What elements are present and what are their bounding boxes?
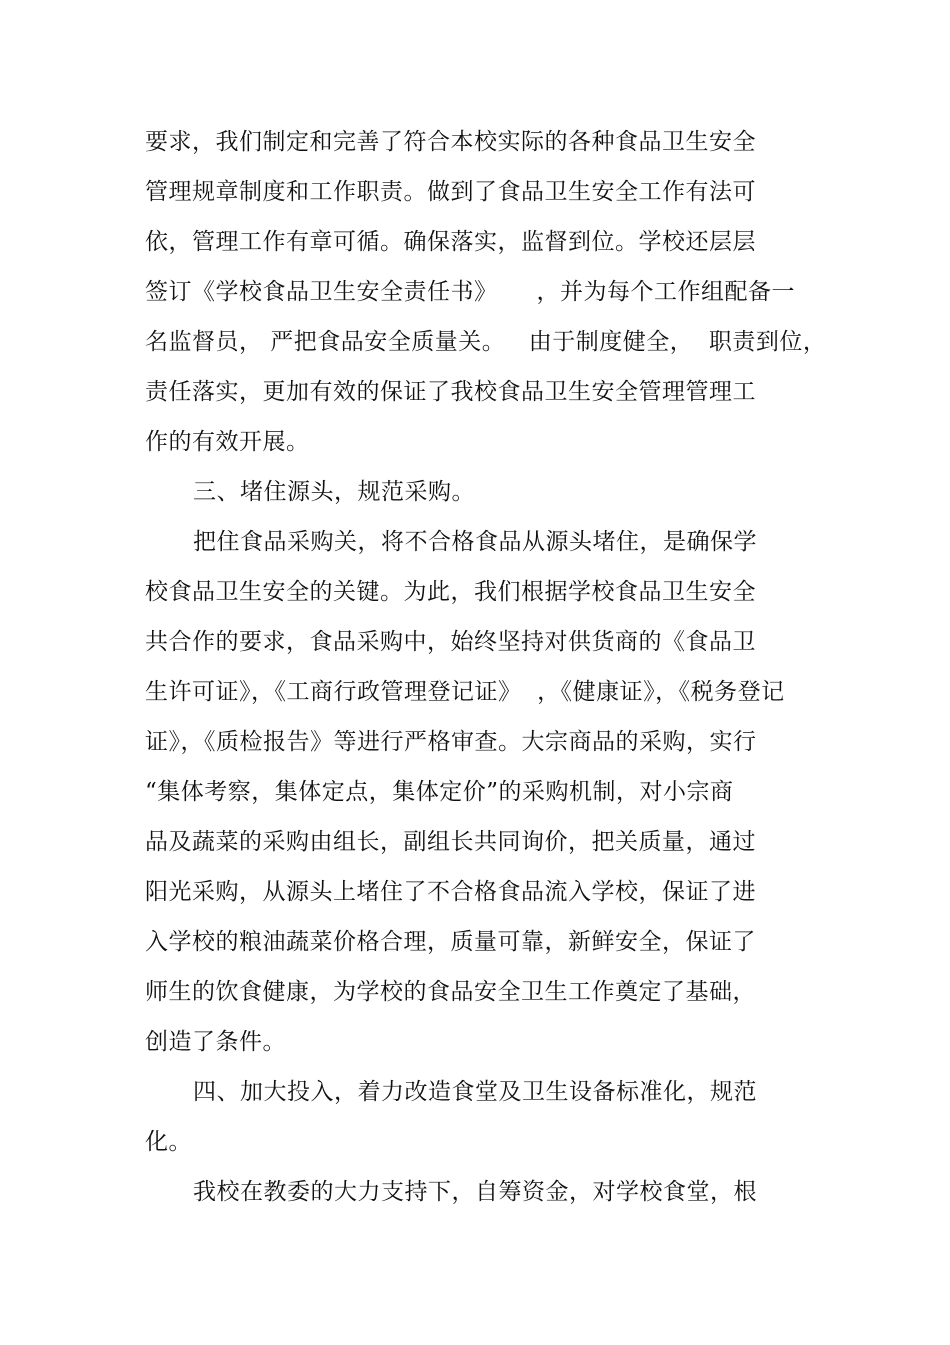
body-text-line: 师生的饮食健康，为学校的食品安全卫生工作奠定了基础， bbox=[145, 979, 756, 1005]
body-text-line: 签订《学校食品卫生安全责任书》 ，并为每个工作组配备一 bbox=[145, 279, 796, 305]
body-text-line: 要求，我们制定和完善了符合本校实际的各种食品卫生安全 bbox=[145, 129, 756, 155]
body-text-line: 品及蔬菜的采购由组长，副组长共同询价，把关质量，通过 bbox=[145, 829, 756, 855]
body-text-line: “集体考察，集体定点，集体定价”的采购机制，对小宗商 bbox=[145, 779, 734, 805]
body-text-line: 作的有效开展。 bbox=[145, 429, 310, 455]
body-text-line: 生许可证》，《工商行政管理登记证》 ，《健康证》，《税务登记 bbox=[145, 679, 785, 705]
body-text-line: 责任落实，更加有效的保证了我校食品卫生安全管理管理工 bbox=[145, 379, 756, 405]
body-text-line: 名监督员， 严把食品安全质量关。 由于制度健全， 职责到位， bbox=[145, 329, 827, 355]
paragraph-start-line: 我校在教委的大力支持下，自筹资金，对学校食堂，根 bbox=[193, 1179, 757, 1205]
body-text-line: 创造了条件。 bbox=[145, 1029, 286, 1055]
body-text-line: 共合作的要求，食品采购中，始终坚持对供货商的《食品卫 bbox=[145, 629, 756, 655]
section-heading: 四、加大投入，着力改造食堂及卫生设备标准化，规范 bbox=[193, 1079, 757, 1105]
body-text-line: 依，管理工作有章可循。确保落实，监督到位。学校还层层 bbox=[145, 229, 756, 255]
section-heading-continuation: 化。 bbox=[145, 1129, 192, 1155]
body-text-line: 证》，《质检报告》等进行严格审查。大宗商品的采购，实行 bbox=[145, 729, 757, 755]
section-heading: 三、堵住源头，规范采购。 bbox=[193, 479, 475, 505]
body-text-line: 入学校的粮油蔬菜价格合理，质量可靠，新鲜安全，保证了 bbox=[145, 929, 756, 955]
paragraph-start-line: 把住食品采购关，将不合格食品从源头堵住，是确保学 bbox=[193, 529, 757, 555]
body-text-line: 阳光采购，从源头上堵住了不合格食品流入学校，保证了进 bbox=[145, 879, 756, 905]
body-text-line: 管理规章制度和工作职责。做到了食品卫生安全工作有法可 bbox=[145, 179, 756, 205]
body-text-line: 校食品卫生安全的关键。为此，我们根据学校食品卫生安全 bbox=[145, 579, 756, 605]
